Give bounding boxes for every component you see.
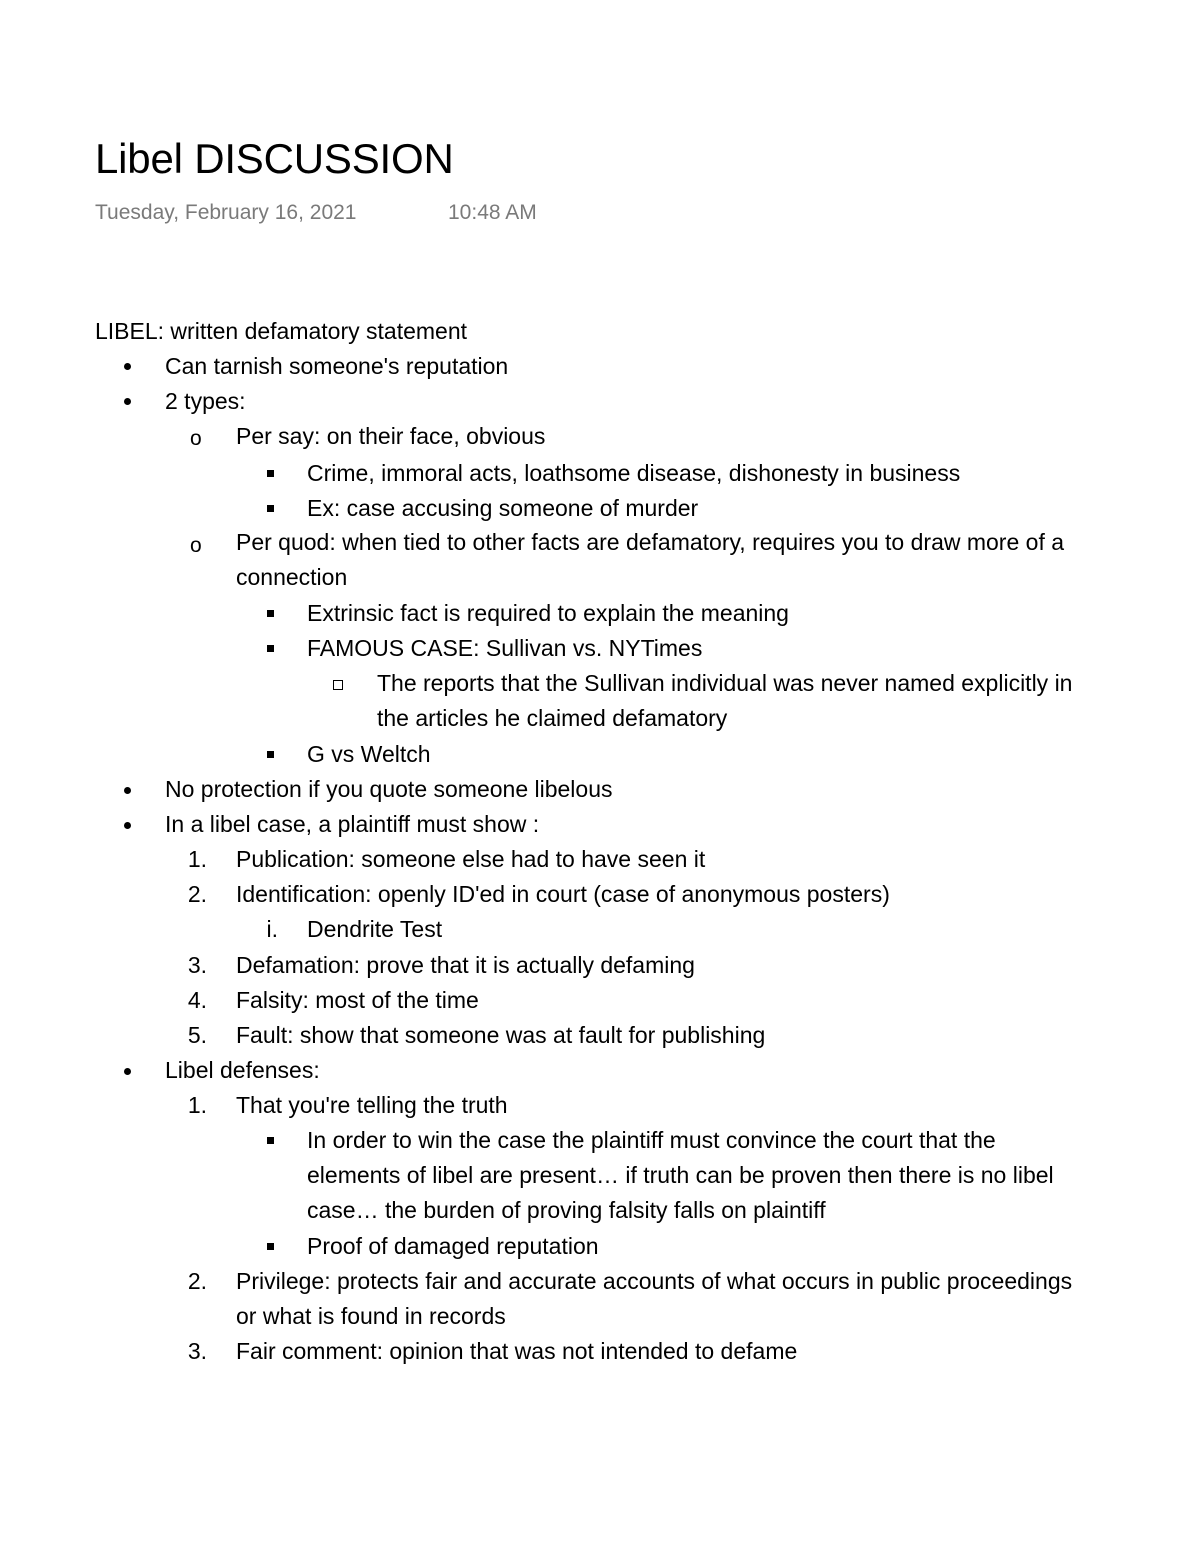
list-item: Fault: show that someone was at fault for publishing [236, 1022, 766, 1048]
bullet-square-icon [267, 1137, 274, 1144]
list-item: Per say: on their face, obvious [236, 423, 546, 449]
note-time: 10:48 AM [448, 201, 537, 224]
list-number: i. [266, 916, 278, 942]
list-item: No protection if you quote someone libelous [165, 776, 613, 802]
list-number: 5. [187, 1022, 207, 1048]
list-item-continued: connection [236, 564, 348, 590]
bullet-dot-icon [124, 363, 131, 370]
bullet-square-icon [267, 645, 274, 652]
list-item-continued: elements of libel are present… if truth can be proven then there is no libel [307, 1162, 1054, 1188]
list-item: Fair comment: opinion that was not intended to defame [236, 1338, 798, 1364]
list-item: Falsity: most of the time [236, 987, 479, 1013]
bullet-hollow-square-icon [333, 680, 343, 690]
list-item: Publication: someone else had to have seen it [236, 846, 706, 872]
list-item: Identification: openly ID'ed in court (case of anonymous posters) [236, 881, 890, 907]
list-item: Defamation: prove that it is actually defaming [236, 952, 695, 978]
page-title: Libel DISCUSSION [95, 135, 454, 182]
bullet-dot-icon [124, 822, 131, 829]
list-number: 2. [187, 1268, 207, 1294]
bullet-square-icon [267, 470, 274, 477]
bullet-dot-icon [124, 1068, 131, 1075]
list-number: 3. [187, 1338, 207, 1364]
list-item: Extrinsic fact is required to explain the meaning [307, 600, 789, 626]
list-item: In a libel case, a plaintiff must show : [165, 811, 540, 837]
bullet-square-icon [267, 610, 274, 617]
list-number: 4. [187, 987, 207, 1013]
list-item: Proof of damaged reputation [307, 1233, 599, 1259]
list-number: 1. [187, 846, 207, 872]
list-item: Can tarnish someone's reputation [165, 353, 509, 379]
bullet-circle-icon: o [190, 427, 202, 450]
list-item: G vs Weltch [307, 741, 431, 767]
list-item: The reports that the Sullivan individual was never named explicitly in [377, 670, 1073, 696]
list-item: Libel defenses: [165, 1057, 320, 1083]
list-item: Ex: case accusing someone of murder [307, 495, 699, 521]
list-item-continued: or what is found in records [236, 1303, 506, 1329]
bullet-dot-icon [124, 787, 131, 794]
note-date: Tuesday, February 16, 2021 [95, 201, 357, 224]
list-item: Per quod: when tied to other facts are defamatory, requires you to draw more of a [236, 529, 1065, 555]
list-item: 2 types: [165, 388, 246, 414]
list-item: In order to win the case the plaintiff must convince the court that the [307, 1127, 996, 1153]
list-item: Privilege: protects fair and accurate accounts of what occurs in public proceedings [236, 1268, 1073, 1294]
list-item: FAMOUS CASE: Sullivan vs. NYTimes [307, 635, 703, 661]
bullet-square-icon [267, 751, 274, 758]
list-item: That you're telling the truth [236, 1092, 508, 1118]
list-number: 3. [187, 952, 207, 978]
bullet-square-icon [267, 1243, 274, 1250]
bullet-dot-icon [124, 398, 131, 405]
list-item: Crime, immoral acts, loathsome disease, dishonesty in business [307, 460, 961, 486]
list-number: 1. [187, 1092, 207, 1118]
list-item: Dendrite Test [307, 916, 443, 942]
list-item-continued: the articles he claimed defamatory [377, 705, 728, 731]
list-number: 2. [187, 881, 207, 907]
intro-line: LIBEL: written defamatory statement [95, 318, 468, 344]
bullet-square-icon [267, 505, 274, 512]
bullet-circle-icon: o [190, 534, 202, 557]
list-item-continued: case… the burden of proving falsity falls on plaintiff [307, 1197, 826, 1223]
